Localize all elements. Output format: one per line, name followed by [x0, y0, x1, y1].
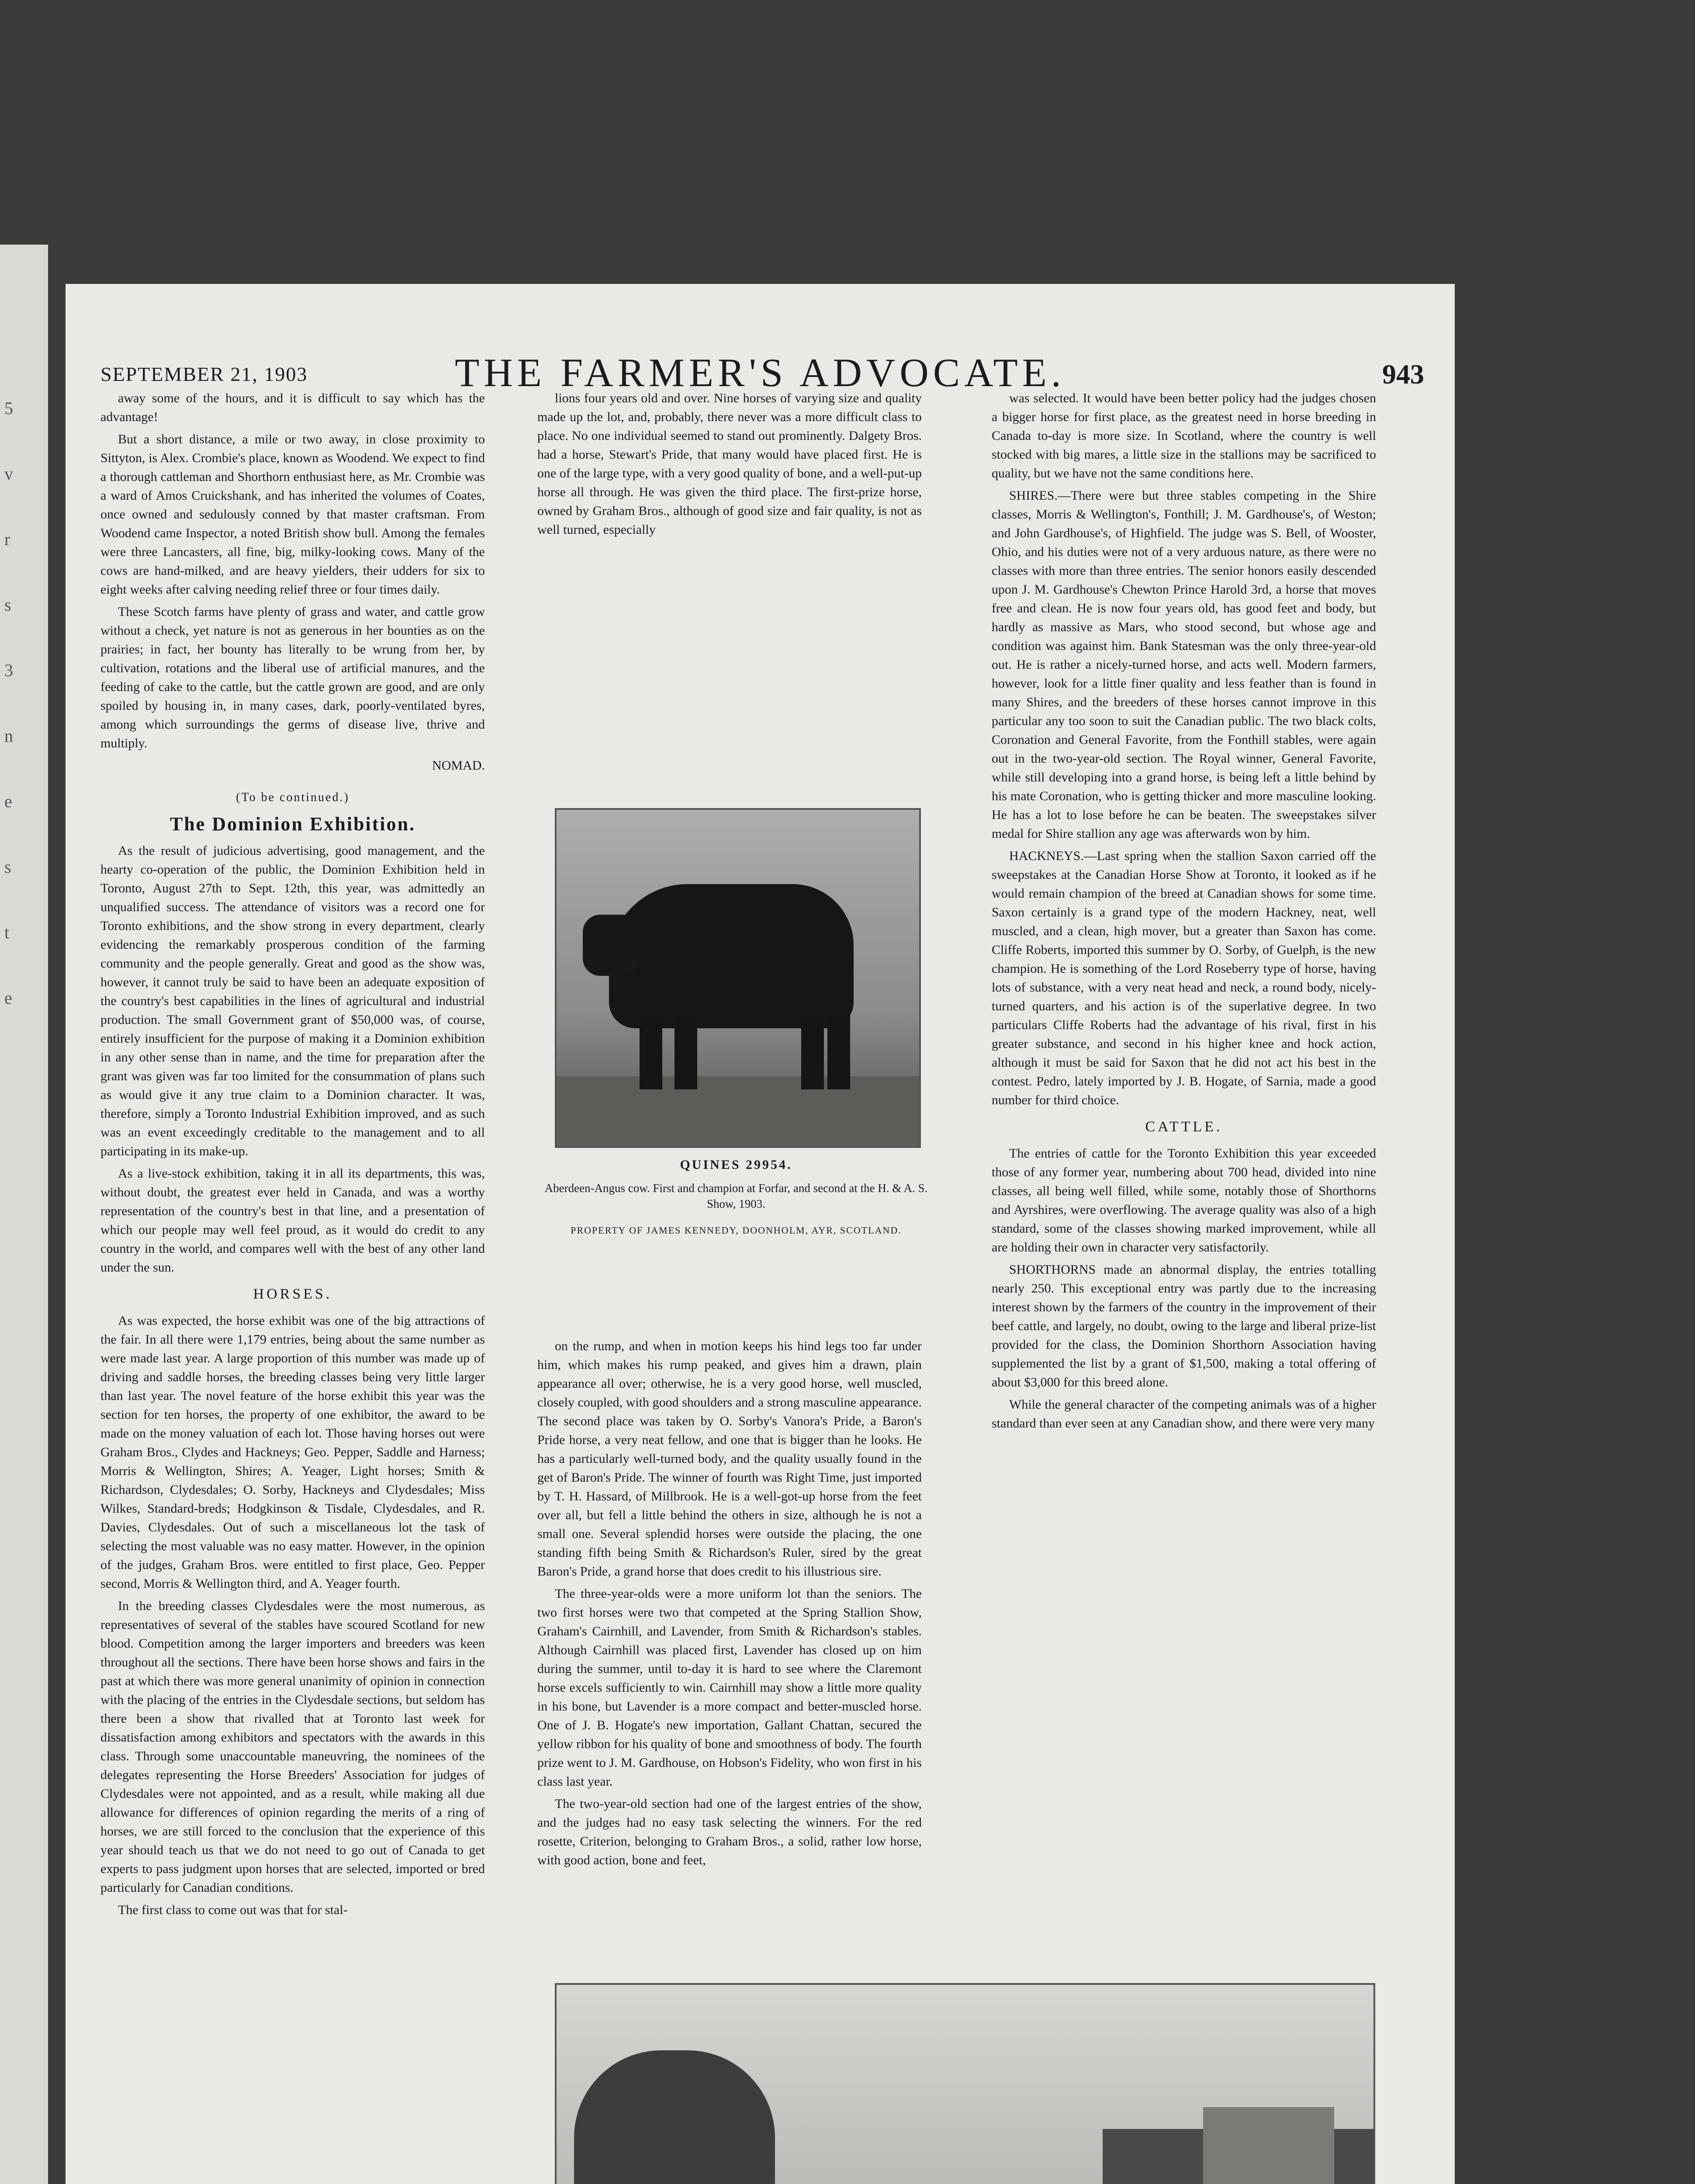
- page-number: 943: [1382, 359, 1424, 390]
- cow-leg: [801, 1015, 824, 1089]
- newspaper-page: [66, 284, 1455, 2184]
- paragraph: The entries of cattle for the Toronto Exhibition this year exceeded those of any former year, numbering about 700 head, divided into nine classes, all being well filled, while some, notably those of Shorthorns and Ayrshires, were overflowing. The average quality was also of a high standard, some of the classes showing marked improvement, while all are holding their own in character very satisfactorily.: [992, 1146, 1376, 1254]
- paragraph: SHIRES.—There were but three stables competing in the Shire classes, Morris & Wellington's, Fonthill; J. M. Gardhouse's, of Weston; and John Gardhouse's, of Highfield. The judge was S. Bell, of Wooster, Ohio, and his duties were not of a very arduous nature, as there were no classes with more than three entries. The senior honors easily descended upon J. M. Gardhouse's Chewton Prince Harold 3rd, a horse that moves free and clean. He is now four years old, has good feet and body, but hardly as massive as Mars, who stood second, but whose age and condition was against him. Bank Statesman was the only three-year-old out. He is rather a nicely-turned horse, and acts well. Modern farmers, however, look for a little finer quality and less feather than is found in many Shires, and the breeders of these horses cannot improve in this particular any too soon to suit the Canadian public. The two black colts, Coronation and General Favorite, from the Fonthill stables, were again out in the two-year-old section. The Royal winner, General Favorite, while still developing into a grand horse, is being left a little behind by his mate Coronation, who is getting thicker and more masculine looking. He has a lot to lose before he can be beaten. The sweepstakes silver medal for Shire stallion any age was afterwards won by him.: [992, 488, 1376, 841]
- paragraph: The three-year-olds were a more uniform lot than the seniors. The two first horses were two that competed at the Spring Stallion Show, Graham's Cairnhill, and Lavender, from Smith & Richardson's stables. Although Cairnhill was placed first, Lavender has closed up on him during the summer, until to-day it is hard to see where the Claremont horse excels sufficiently to win. Cairnhill may show a little more quality in his bone, but Lavender is a more compact and better-muscled horse. One of J. B. Hogate's new importation, Gallant Chattan, secured the yellow ribbon for his quality of bone and smoothness of body. The fourth prize went to J. M. Gardhouse, on Hobson's Fidelity, who won first in his class last year.: [537, 1586, 922, 1789]
- subheading-cattle: CATTLE.: [1145, 1119, 1223, 1135]
- tree: [574, 2050, 775, 2184]
- column-1: [100, 389, 485, 2184]
- continued-note: (To be continued.): [236, 791, 349, 804]
- paragraph: As a live-stock exhibition, taking it in all its departments, this was, without doubt, the greatest ever held in Canada, and was a worthy representation of the country's best in that line, and a presentation of which our people may well feel proud, as it would do credit to any country in the world, and compares well with the best of any other land under the sun.: [100, 1166, 485, 1275]
- caption-text: Aberdeen-Angus cow. First and champion at Forfar, and second at the H. & A. S. Show, 1903.: [544, 1182, 928, 1210]
- building-facade: [1203, 2107, 1334, 2184]
- paragraph: As the result of judicious advertising, good management, and the hearty co-operation of the public, the Dominion Exhibition held in Toronto, August 27th to Sept. 12th, this year, was admittedly an unqualified success. The attendance of visitors was a record one for Toronto exhibitions, and the show strong in every department, clearly evidencing the remarkably prosperous condition of the farming community and the people generally. Great and good as the show was, however, it cannot truly be said to have been an adequate exposition of the country's best capabilities in the lines of agricultural and industrial production. The small Government grant of $50,000 was, of course, entirely insufficient for the purpose of making it a Dominion exhibition in any other sense than in name, and the time for preparation after the grant was given was far too limited for the consummation of plans such as would give it any true claim to a Dominion character. It was, therefore, simply a Toronto Industrial Exhibition improved, and as such was an event exceedingly creditable to the management and to all participating in its make-up.: [100, 843, 485, 1158]
- paragraph: was selected. It would have been better policy had the judges chosen a bigger horse for first place, as the greatest need in horse breeding in Canada to-day is more size. In Scotland, where the country is well stocked with big mares, a little size in the stallions may be sacrificed to quality, but we have not the same conditions here.: [992, 391, 1376, 480]
- caption-title: QUINES 29954.: [680, 1158, 792, 1172]
- paragraph: The two-year-old section had one of the largest entries of the show, and the judges had no easy task selecting the winners. For the red rosette, Criterion, belonging to Graham Bros., a solid, rather low horse, with good action, bone and feet,: [537, 1797, 922, 1867]
- pasture: [557, 1076, 919, 1146]
- paragraph: But a short distance, a mile or two away, in close proximity to Sittyton, is Alex. Crombie's place, known as Woodend. We expect to find a thorough cattleman and Shorthorn enthusiast here, as Mr. Crombie was a ward of Amos Cruickshank, and has inherited the volumes of Coates, once owned and sedulously conned by that master craftsman. From Woodend came Inspector, a noted British show bull. Among the females were three Lancasters, all fine, big, milky-looking cows. Many of the cows are hand-milked, and are heavy yielders, their udders for six to eight weeks after calving needing relief three or four times daily.: [100, 432, 485, 597]
- section-heading: The Dominion Exhibition.: [170, 813, 416, 835]
- cow-leg: [675, 1015, 697, 1089]
- paragraph: While the general character of the competing animals was of a higher standard than ever seen at any Canadian show, and there were very many: [992, 1397, 1376, 1431]
- bulls-photograph: [555, 1983, 1375, 2184]
- adjacent-page-edge: [0, 245, 48, 2184]
- angus-cow-head: [583, 915, 640, 976]
- cow-leg: [827, 1015, 850, 1089]
- column-3: [992, 389, 1376, 1721]
- paragraph: HACKNEYS.—Last spring when the stallion Saxon carried off the sweepstakes at the Canadian Horse Show at Toronto, it looked as if he would remain champion of the breed at Canadian shows for some time. Saxon certainly is a grand type of the modern Hackney, neat, well muscled, and a clean, high mover, but a greater than Saxon has come. Cliffe Roberts, imported this summer by O. Sorby, of Guelph, is the new champion. He is something of the Lord Roseberry type of horse, having lots of substance, with a very neat head and neck, a round body, nicely-turned quarters, and his action is of the superlative degree. In two particulars Cliffe Roberts had the advantage of his rival, first in his greater substance, and second in his higher knee and hock action, although it must be said for Saxon that he did not act his best in the contest. Pedro, lately imported by J. B. Hogate, of Sarnia, made a good number for third choice.: [992, 849, 1376, 1107]
- paragraph: These Scotch farms have plenty of grass and water, and cattle grow without a check, yet nature is not as generous in her bounties as on the prairies; in fact, her bounty has literally to be wrung from her, by cultivation, rotations and the liberal use of artificial manures, and the feeding of cake to the cattle, but the cattle grown are good, and are only spoiled by housing in, in many cases, dark, poorly-ventilated byres, among which surroundings the germs of disease live, thrive and multiply.: [100, 605, 485, 750]
- column-2-bottom: [537, 1337, 922, 2053]
- subheading-horses: HORSES.: [253, 1286, 332, 1302]
- paragraph: on the rump, and when in motion keeps his hind legs too far under him, which makes his rump peaked, and gives him a drawn, plain appearance all over; otherwise, he is a very good horse, well muscled, closely coupled, with good shoulders and a strong masculine appearance. The second place was taken by O. Sorby's Vanora's Pride, a Baron's Pride horse, a very neat fellow, and one that is bigger than he looks. He has a particularly well-turned body, and the quality usually found in the get of Baron's Pride. The winner of fourth was Right Time, just imported by T. H. Hassard, of Millbrook. He is a well-got-up horse from the feet over all, but fell a little behind the others in size, although he is not a small one. Several splendid horses were outside the placing, the one standing fifth being Smith & Richardson's Ruler, sired by the great Baron's Pride, a grand horse that does credit to his illustrious sire.: [537, 1339, 922, 1579]
- caption-property-line: PROPERTY OF JAMES KENNEDY, DOONHOLM, AYR, SCOTLAND.: [571, 1225, 902, 1236]
- paragraph: The first class to come out was that for stal-: [118, 1903, 348, 1917]
- paragraph: As was expected, the horse exhibit was one of the big attractions of the fair. In all there were 1,179 entries, being about the same number as were made last year. A large proportion of this number was made up of driving and saddle horses, the breeding classes being very little larger than last year. The novel feature of the horse exhibit this year was the section for ten horses, the property of one exhibitor, the award to be made on the money valuation of each lot. Those having horses out were Graham Bros., Clydes and Hackneys; Geo. Pepper, Saddle and Harness; Morris & Wellington, Shires; A. Yeager, Light horses; Smith & Richardson, Clydesdales; O. Sorby, Hackneys and Clydesdales; Miss Wilkes, Standard-breds; Hodgkinson & Tisdale, Clydesdales, and R. Davies, Clydesdales. Out of such a miscellaneous lot the task of selecting the most valuable was no easy matter. However, in the opinion of the judges, Graham Bros. were entitled to first place, Geo. Pepper second, Morris & Wellington third, and A. Yeager fourth.: [100, 1313, 485, 1591]
- paragraph: In the breeding classes Clydesdales were the most numerous, as representatives of several of the stables have scoured Scotland for new blood. Competition among the larger importers and breeders was keen throughout all the sections. There have been horse shows and fairs in the past at which there was more general unanimity of opinion in connection with the placing of the entries in the Clydesdale sections, but seldom has there been a show that rivalled that at Toronto last week for dissatisfaction among exhibitors and spectators with the awards in this class. Through some unaccountable maneuvring, the nominees of the delegates representing the Horse Breeders' Association for judges of Clydesdales were not appointed, and as a result, while making all due allowance for differences of opinion regarding the merits of a ring of horses, we are still forced to the conclusion that the experience of this year should teach us that we do not need to go out of Canada to get experts to pass judgment upon horses that are selected, imported or bred particularly for Canadian conditions.: [100, 1599, 485, 1895]
- paragraph: lions four years old and over. Nine horses of varying size and quality made up the lot, and, probably, there never was a more difficult class to place. No one individual seemed to stand out prominently. Dalgety Bros. had a horse, Stewart's Pride, that many would have placed first. He is one of the large type, with a very good quality of bone, and a well-put-up horse all through. He was given the third place. The first-prize horse, owned by Graham Bros., although of good size and fair quality, is not as well turned, especially: [537, 391, 922, 537]
- issue-date: SEPTEMBER 21, 1903: [100, 363, 308, 385]
- masthead-title: THE FARMER'S ADVOCATE.: [455, 350, 1065, 395]
- cow-leg: [640, 1015, 662, 1089]
- paragraph: away some of the hours, and it is difficult to say which has the advantage!: [100, 391, 485, 424]
- author-signature: NOMAD.: [432, 758, 485, 773]
- cow-photo-caption: [542, 1158, 931, 1236]
- paragraph: SHORTHORNS made an abnormal display, the entries totalling nearly 250. This exceptional entry was partly due to the increasing interest shown by the farmers of the country in the improvement of their beef cattle, and largely, no doubt, owing to the large and liberal prize-list provided for the class, the Dominion Shorthorn Association having supplemented the list by a grant of $1,500, making a total offering of about $3,000 for this breed alone.: [992, 1262, 1376, 1389]
- gutter-letters: 5 v r s 3 n e s t e: [4, 398, 13, 1008]
- cow-photograph: [555, 808, 921, 1148]
- angus-cow-body: [609, 884, 854, 1028]
